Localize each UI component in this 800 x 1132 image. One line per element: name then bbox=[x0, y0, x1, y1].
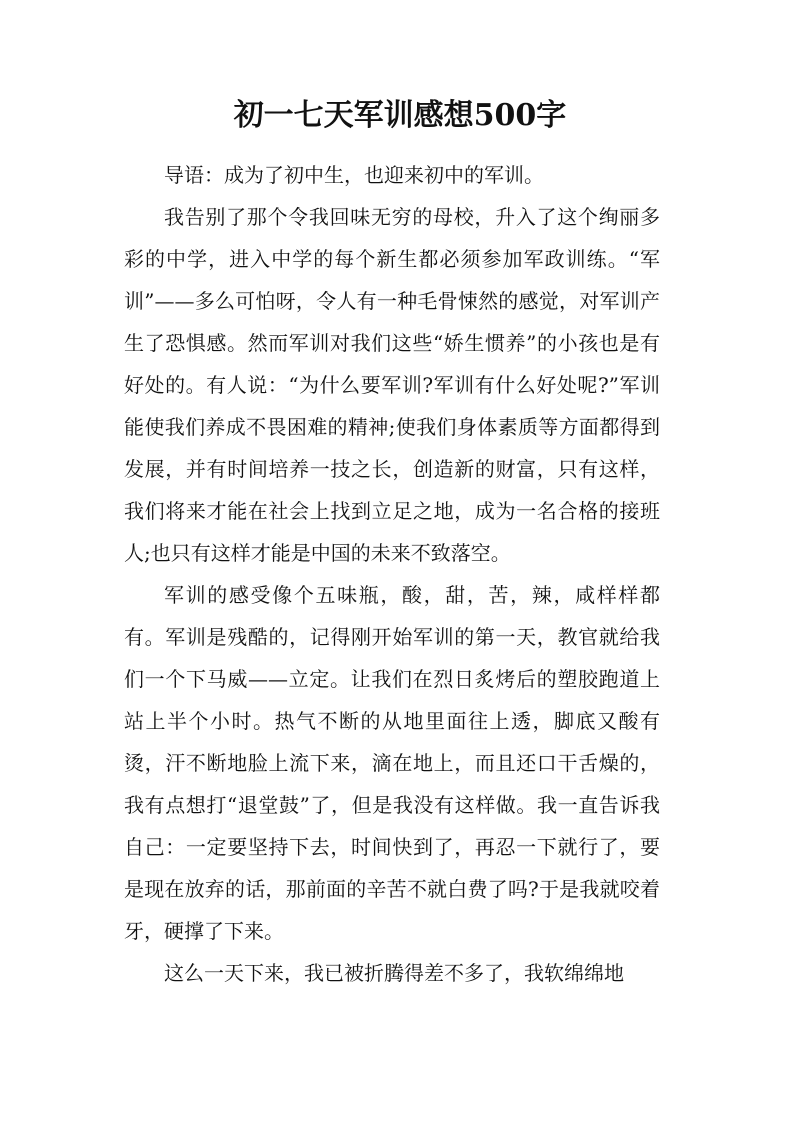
paragraph-2: 军训的感受像个五味瓶，酸，甜，苦，辣，咸样样都有。军训是残酷的，记得刚开始军训的第一天，教官就给我们一个下马威——立定。让我们在烈日炙烤后的塑胶跑道上站上半个小时。热气不断的从地里面往上透，脚底又酸有烫，汗不断地脸上流下来，滴在地上，而且还口干舌燥的，我有点想打“退堂鼓”了，但是我没有这样做。我一直告诉我自己：一定要坚持下去，时间快到了，再忍一下就行了，要是现在放弃的话，那前面的辛苦不就白费了吗?于是我就咬着牙，硬撑了下来。 bbox=[124, 583, 660, 943]
paragraph-intro: 导语：成为了初中生，也迎来初中的军训。 bbox=[164, 163, 544, 187]
paragraph-3: 这么一天下来，我已被折腾得差不多了，我软绵绵地 bbox=[164, 961, 624, 985]
document-title: 初一七天军训感想500字 bbox=[233, 98, 567, 133]
paragraph-1: 我告别了那个令我回味无穷的母校，升入了这个绚丽多彩的中学，进入中学的每个新生都必须参加军政训练。“军训”——多么可怕呀，令人有一种毛骨悚然的感觉，对军训产生了恐惧感。然而军训对我们这些“娇生惯养”的小孩也是有好处的。有人说：“为什么要军训?军训有什么好处呢?”军训能使我们养成不畏困难的精神;使我们身体素质等方面都得到发展，并有时间培养一技之长，创造新的财富，只有这样，我们将来才能在社会上找到立足之地，成为一名合格的接班人;也只有这样才能是中国的未来不致落空。 bbox=[124, 205, 660, 565]
document-body bbox=[124, 154, 660, 994]
